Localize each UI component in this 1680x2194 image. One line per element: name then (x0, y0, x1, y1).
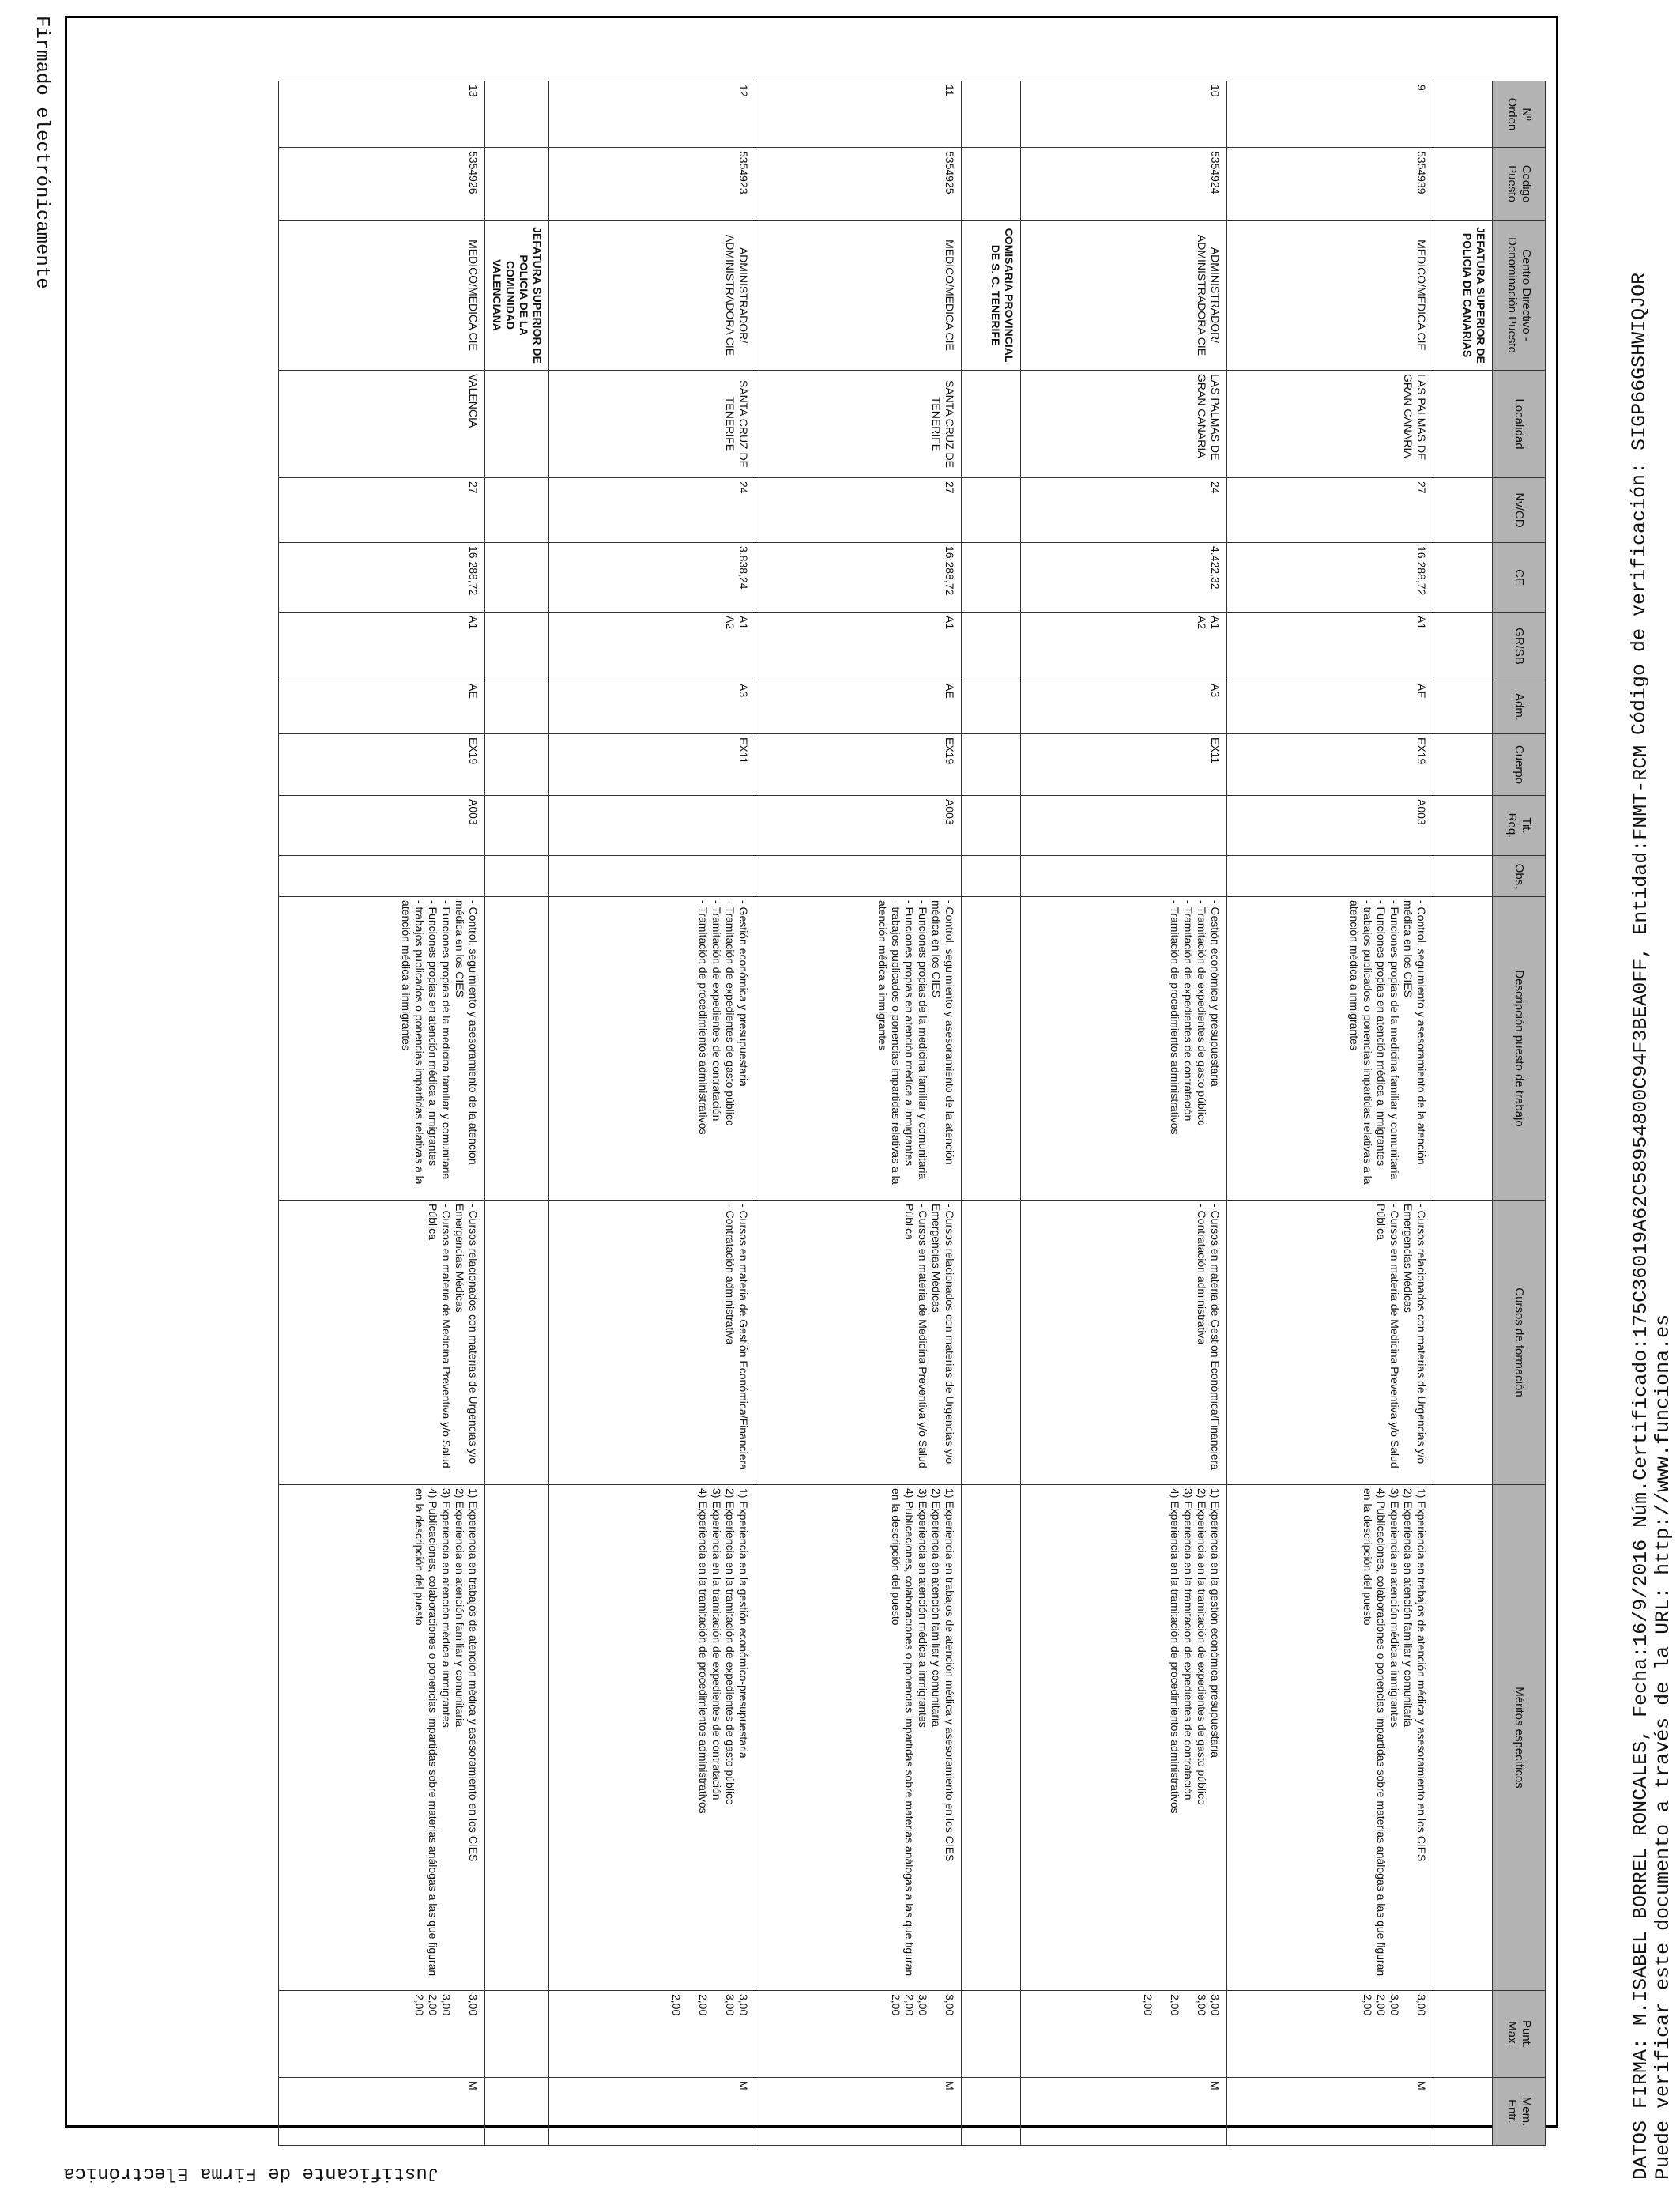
cell-descripcion: - Control, seguimiento y asesoramiento de la atención médica en los CIES - Funciones propias de la medicina familiar y comunitaria - Funciones propias en atención médica a inmigrantes - trabajos publicados o ponencias impartidas relativas a la atención médica a inmigrantes (1227, 897, 1433, 1201)
cell-descripcion: - Control, seguimiento y asesoramiento de la atención médica en los CIES - Funciones propias de la medicina familiar y comunitaria - Funciones propias en atención médica a inmigrantes - trabajos publicados o ponencias impartidas relativas a la atención médica a inmigrantes (279, 897, 485, 1201)
cell-nivel: 27 (1227, 478, 1433, 543)
verification-code: Código de verificación: SIGP66GSHWIQJOR (1628, 272, 1651, 735)
cell-localidad: SANTA CRUZ DE TENERIFE (549, 371, 755, 478)
cell-obs (1227, 856, 1433, 897)
cell-puntuacion: 3,00 3,00 2,00 2,00 (549, 1991, 755, 2078)
cell-puntuacion: 3,00 3,00 2,00 2,00 (755, 1991, 962, 2078)
cell-memoria: M (279, 2078, 485, 2146)
cell-grupo: A1 (755, 613, 962, 680)
cell-memoria: M (1021, 2078, 1227, 2146)
header-cursos: Cursos de formación (1493, 1201, 1546, 1485)
cell-cursos: - Cursos relacionados con materias de Urgencias y/o Emergencias Médicas - Cursos en materia de Medicina Preventiva y/o Salud Pública (279, 1201, 485, 1485)
firmado-label: Firmado electrónicamente (31, 16, 52, 289)
cell-descripcion: - Control, seguimiento y asesoramiento de la atención médica en los CIES - Funciones propias de la medicina familiar y comunitaria - Funciones propias en atención médica a inmigrantes - trabajos publicados o ponencias impartidas relativas a la atención médica a inmigrantes (755, 897, 962, 1201)
cell-ce: 16.288,72 (1227, 543, 1433, 613)
cell-ce: 16.288,72 (279, 543, 485, 613)
cell-grupo: A1 (279, 613, 485, 680)
cell-adm: AE (755, 680, 962, 734)
header-descripcion: Descripción puesto de trabajo (1493, 897, 1546, 1201)
cell-obs (549, 856, 755, 897)
section-name: JEFATURA SUPERIOR DE POLICIA DE CANARIAS (1433, 221, 1493, 371)
header-meritos: Méritos específicos (1493, 1485, 1546, 1991)
cell-obs (755, 856, 962, 897)
cell-nivel: 24 (549, 478, 755, 543)
justificante-label: Justificante de Firma Electrónica (63, 2162, 439, 2184)
cell-grupo: A1 (1227, 613, 1433, 680)
rotated-table-wrapper (131, 81, 1546, 2145)
header-nivel: Nv/CD (1493, 478, 1546, 543)
cell-nivel: 24 (1021, 478, 1227, 543)
cell-meritos: 1) Experiencia en la gestión económica presupuestaria 2) Experiencia en la tramitación de expedientes de gasto público 3) Experiencia en la tramitación de expedientes de contratación 4) Experiencia en la tramitación de procedimientos administrativos (1021, 1485, 1227, 1991)
cell-puntuacion: 3,00 3,00 2,00 2,00 (1227, 1991, 1433, 2078)
cell-localidad: SANTA CRUZ DE TENERIFE (755, 371, 962, 478)
cell-descripcion: - Gestión económica y presupuestaria - Tramitación de expedientes de gasto público - Tramitación de expedientes de contratación - Tramitación de procedimientos administrativos (549, 897, 755, 1201)
cell-meritos: 1) Experiencia en trabajos de atención médica y asesoramiento en los CIES 2) Experiencia en atención familiar y comunitaria 3) Experiencia en atención médica a inmigrantes 4) Publicaciones, colaboraciones o ponencias impartidas sobre materias análogas a las que figuran en la descripción del puesto (279, 1485, 485, 1991)
cell-titulacion (549, 796, 755, 856)
header-codigo: Codigo Puesto (1493, 148, 1546, 221)
table-row (279, 81, 485, 2146)
cell-cuerpo: EX19 (1227, 734, 1433, 796)
cell-adm: AE (279, 680, 485, 734)
cell-descripcion: - Gestión económica y presupuestaria - Tramitación de expedientes de gasto público - Tramitación de expedientes de contratación - Tramitación de procedimientos administrativos (1021, 897, 1227, 1201)
signature-data-line: DATOS FIRMA: M.ISABEL BORREL RONCALES, Fecha:16/9/2016 Núm.Certificado:175C36019A62C58954800C94F3BEA0FF, Entidad:FNMT-RCM (1629, 745, 1652, 2180)
header-adm: Adm. (1493, 680, 1546, 734)
cell-codigo: 5354925 (755, 148, 962, 221)
cell-cursos: - Cursos relacionados con materias de Urgencias y/o Emergencias Médicas - Cursos en materia de Medicina Preventiva y/o Salud Pública (1227, 1201, 1433, 1485)
cell-denominacion: MEDICO/MEDICA CIE (1227, 221, 1433, 371)
section-name: COMISARIA PROVINCIAL DE S. C. TENERIFE (962, 221, 1021, 371)
header-orden: Nº Orden (1493, 81, 1546, 148)
cell-ce: 3.838,24 (549, 543, 755, 613)
header-centro: Centro Directivo - Denominación Puesto (1493, 221, 1546, 371)
table-row (1227, 81, 1433, 2146)
cell-grupo: A1 A2 (1021, 613, 1227, 680)
cell-obs (1021, 856, 1227, 897)
cell-puntuacion: 3,00 3,00 2,00 2,00 (279, 1991, 485, 2078)
cell-codigo: 5354939 (1227, 148, 1433, 221)
cell-orden: 11 (755, 81, 962, 148)
cell-nivel: 27 (755, 478, 962, 543)
cell-localidad: LAS PALMAS DE GRAN CANARIA (1227, 371, 1433, 478)
cell-denominacion: MEDICO/MEDICA CIE (755, 221, 962, 371)
table-row (549, 81, 755, 2146)
section-row (1433, 81, 1493, 2146)
verification-url-line: Puede verificar este documento a través de la URL: http://www.funciona.es (1652, 1314, 1674, 2180)
cell-obs (279, 856, 485, 897)
cell-orden: 10 (1021, 81, 1227, 148)
header-puntuacion: Punt. Max. (1493, 1991, 1546, 2078)
header-localidad: Localidad (1493, 371, 1546, 478)
table-row (755, 81, 962, 2146)
cell-cursos: - Cursos relacionados con materias de Urgencias y/o Emergencias Médicas - Cursos en materia de Medicina Preventiva y/o Salud Pública (755, 1201, 962, 1485)
header-titulacion: Tit. Req. (1493, 796, 1546, 856)
cell-memoria: M (755, 2078, 962, 2146)
cell-cursos: - Cursos en materia de Gestión Económica/Financiera - Contratación administrativa (1021, 1201, 1227, 1485)
cell-ce: 4.422,32 (1021, 543, 1227, 613)
cell-nivel: 27 (279, 478, 485, 543)
cell-orden: 12 (549, 81, 755, 148)
cell-memoria: M (1227, 2078, 1433, 2146)
header-grupo: GR/SB (1493, 613, 1546, 680)
section-name: JEFATURA SUPERIOR DE POLICIA DE LA COMUNIDAD VALENCIANA (485, 221, 549, 371)
cell-cuerpo: EX19 (755, 734, 962, 796)
cell-grupo: A1 A2 (549, 613, 755, 680)
header-cuerpo: Cuerpo (1493, 734, 1546, 796)
cell-meritos: 1) Experiencia en trabajos de atención médica y asesoramiento en los CIES 2) Experiencia en atención familiar y comunitaria 3) Experiencia en atención médica a inmigrantes 4) Publicaciones, colaboraciones o ponencias impartidas sobre materias análogas a las que figuran en la descripción del puesto (1227, 1485, 1433, 1991)
cell-orden: 9 (1227, 81, 1433, 148)
cell-titulacion: A003 (755, 796, 962, 856)
cell-denominacion: ADMINISTRADOR/ ADMINISTRADORA CIE (549, 221, 755, 371)
cell-codigo: 5354923 (549, 148, 755, 221)
cell-localidad: LAS PALMAS DE GRAN CANARIA (1021, 371, 1227, 478)
cell-adm: A3 (1021, 680, 1227, 734)
table-row (1021, 81, 1227, 2146)
cell-cursos: - Cursos en materia de Gestión Económica/Financiera - Contratación administrativa (549, 1201, 755, 1485)
cell-cuerpo: EX11 (549, 734, 755, 796)
positions-table (278, 81, 1546, 2146)
cell-adm: A3 (549, 680, 755, 734)
header-ce: CE (1493, 543, 1546, 613)
section-row (485, 81, 549, 2146)
cell-adm: AE (1227, 680, 1433, 734)
cell-codigo: 5354924 (1021, 148, 1227, 221)
cell-codigo: 5354926 (279, 148, 485, 221)
cell-cuerpo: EX19 (279, 734, 485, 796)
cell-denominacion: ADMINISTRADOR/ ADMINISTRADORA CIE (1021, 221, 1227, 371)
cell-ce: 16.288,72 (755, 543, 962, 613)
cell-meritos: 1) Experiencia en la gestión económico-presupuestaria 2) Experiencia en la tramitación de expedientes de gasto público 3) Experiencia en la tramitación de expedientes de contratación 4) Experiencia en la tramitación de procedimientos administrativos (549, 1485, 755, 1991)
cell-meritos: 1) Experiencia en trabajos de atención médica y asesoramiento en los CIES 2) Experiencia en atención familiar y comunitaria 3) Experiencia en atención médica a inmigrantes 4) Publicaciones, colaboraciones o ponencias impartidas sobre materias análogas a las que figuran en la descripción del puesto (755, 1485, 962, 1991)
cell-denominacion: MEDICO/MEDICA CIE (279, 221, 485, 371)
cell-titulacion (1021, 796, 1227, 856)
header-memoria: Mem. Entr. (1493, 2078, 1546, 2146)
cell-localidad: VALENCIA (279, 371, 485, 478)
cell-puntuacion: 3,00 3,00 2,00 2,00 (1021, 1991, 1227, 2078)
cell-titulacion: A003 (1227, 796, 1433, 856)
cell-orden: 13 (279, 81, 485, 148)
section-row (962, 81, 1021, 2146)
cell-cuerpo: EX11 (1021, 734, 1227, 796)
cell-memoria: M (549, 2078, 755, 2146)
cell-titulacion: A003 (279, 796, 485, 856)
header-obs: Obs. (1493, 856, 1546, 897)
header-row (1493, 81, 1546, 2146)
